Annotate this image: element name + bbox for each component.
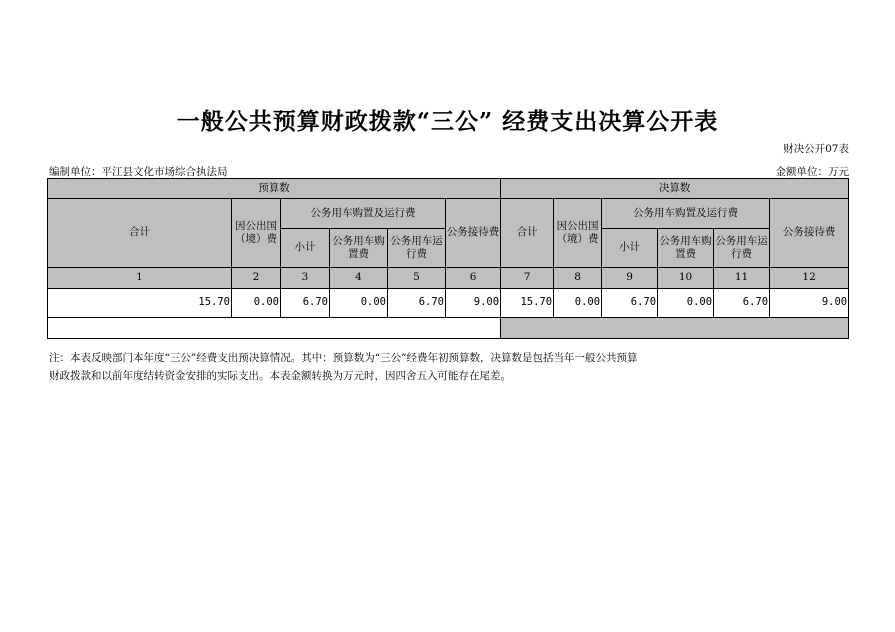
page-title: 一般公共预算财政拨款“三公” 经费支出决算公开表: [176, 108, 719, 135]
budget-subtotal-header: 小计: [281, 229, 330, 268]
final-subtotal-header: 小计: [602, 229, 658, 268]
value-cell: 9.00: [446, 289, 501, 318]
expense-table: [47, 178, 849, 339]
column-number: 11: [714, 268, 770, 289]
value-cell: 0.00: [658, 289, 714, 318]
budget-vehicle-group-header: 公务用车购置及运行费: [281, 199, 446, 229]
final-vehicle-purchase-header: 公务用车购置费: [658, 229, 714, 268]
value-cell: 0.00: [232, 289, 281, 318]
final-group-header: 决算数: [501, 179, 849, 199]
column-number: 2: [232, 268, 281, 289]
footnote-line-1: 注：本表反映部门本年度“三公”经费支出预决算情况。其中：预算数为“三公”经费年初预算数，决算数是包括当年一般公共预算: [49, 352, 638, 364]
value-cell: 6.70: [281, 289, 330, 318]
column-number: 3: [281, 268, 330, 289]
footnote: [49, 349, 637, 385]
column-number: 4: [330, 268, 388, 289]
value-cell: 0.00: [330, 289, 388, 318]
value-cell: 15.70: [501, 289, 554, 318]
column-number: 5: [388, 268, 446, 289]
budget-vehicle-run-header: 公务用车运行费: [388, 229, 446, 268]
value-cell: 0.00: [554, 289, 602, 318]
amount-unit: 金额单位：万元: [775, 166, 849, 178]
empty-budget-row: [48, 318, 501, 339]
column-number: 8: [554, 268, 602, 289]
column-number: 7: [501, 268, 554, 289]
column-number: 1: [48, 268, 232, 289]
final-reception-header: 公务接待费: [770, 199, 849, 268]
compiling-unit: 编制单位：平江县文化市场综合执法局: [49, 166, 228, 178]
column-number: 12: [770, 268, 849, 289]
value-cell: 9.00: [770, 289, 849, 318]
budget-total-header: 合计: [48, 199, 232, 268]
budget-abroad-header: 因公出国（境）费: [232, 199, 281, 268]
value-cell: 6.70: [714, 289, 770, 318]
value-cell: 6.70: [388, 289, 446, 318]
form-code: 财决公开07表: [783, 143, 849, 155]
footnote-line-2: 财政拨款和以前年度结转资金安排的实际支出。本表金额转换为万元时，因四舍五入可能存在尾差。: [49, 370, 511, 382]
final-total-header: 合计: [501, 199, 554, 268]
budget-reception-header: 公务接待费: [446, 199, 501, 268]
final-vehicle-run-header: 公务用车运行费: [714, 229, 770, 268]
empty-final-row: [501, 318, 849, 339]
budget-group-header: 预算数: [48, 179, 501, 199]
value-cell: 6.70: [602, 289, 658, 318]
column-number: 9: [602, 268, 658, 289]
final-abroad-header: 因公出国（境）费: [554, 199, 602, 268]
final-vehicle-group-header: 公务用车购置及运行费: [602, 199, 770, 229]
budget-vehicle-purchase-header: 公务用车购置费: [330, 229, 388, 268]
value-cell: 15.70: [48, 289, 232, 318]
column-number: 6: [446, 268, 501, 289]
column-number: 10: [658, 268, 714, 289]
